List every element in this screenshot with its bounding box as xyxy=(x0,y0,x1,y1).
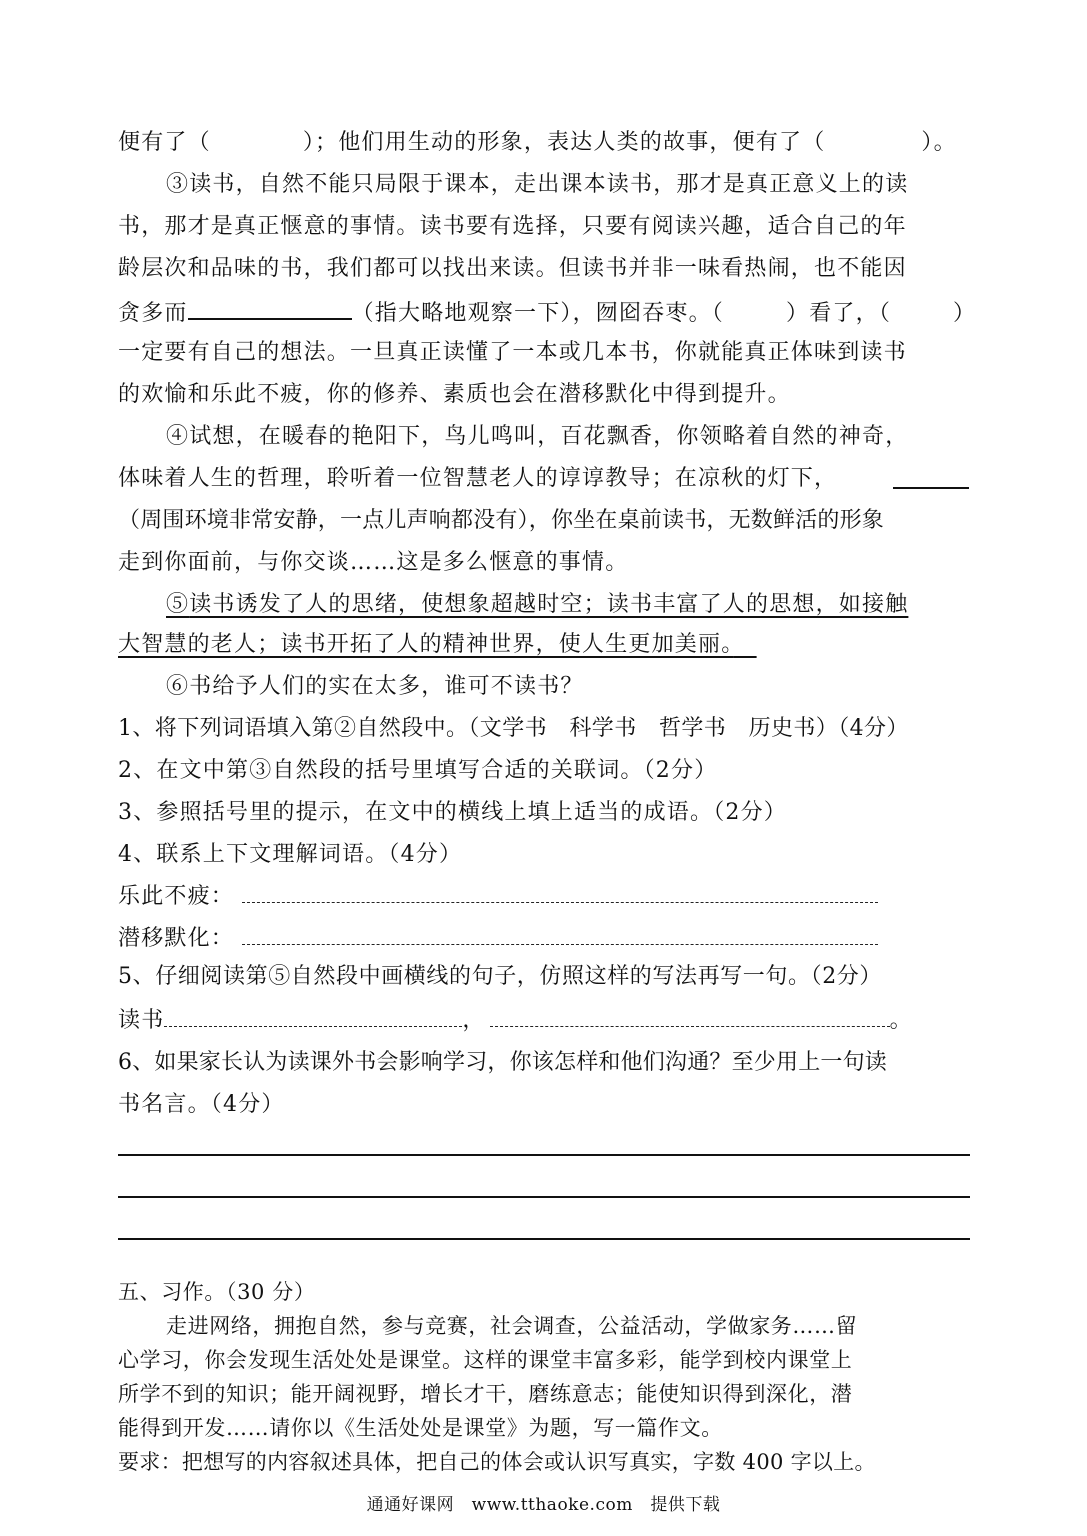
q5-answer-row xyxy=(118,1006,970,1036)
writing-line[interactable] xyxy=(118,1154,970,1156)
writing-line[interactable] xyxy=(118,1196,970,1198)
q5-comma: ， xyxy=(462,1008,486,1033)
answer-line[interactable] xyxy=(164,1006,462,1027)
writing-line[interactable] xyxy=(118,1238,970,1240)
para5-underlined-sentence: 读书诱发了人的思绪，使想象超越时空；读书丰富了人的思想，如接触 xyxy=(189,592,909,617)
para3-text: ）看了，（ xyxy=(786,301,892,326)
question-4: 4、联系上下文理解词语。（4分） xyxy=(118,842,463,867)
question-2: 2、在文中第③自然段的括号里填写合适的关联词。（2分） xyxy=(118,758,718,783)
para5-number: ⑤ xyxy=(166,592,190,617)
para4-line-2 xyxy=(118,464,970,494)
para4-line-3: （周围环境非常安静，一点儿声响都没有），你坐在桌前读书，无数鲜活的形象 xyxy=(118,508,885,533)
page-footer: 通通好课网 www.tthaoke.com 提供下载 xyxy=(366,1495,721,1515)
para6-line: ⑥书给予人们的实在太多，谁可不读书？ xyxy=(166,674,584,699)
para2-text-b: ）；他们用生动的形象，表达人类的故事，便有了（ xyxy=(302,130,826,155)
q5-period: 。 xyxy=(889,1008,913,1033)
para3-line-2: 书，那才是真正惬意的事情。读书要有选择，只要有阅读兴趣，适合自己的年 xyxy=(118,214,907,239)
para5-underlined-sentence: 大智慧的老人；读书开拓了人的精神世界，使人生更加美丽。 xyxy=(118,632,734,657)
composition-requirements: 要求：把想写的内容叙述具体，把自己的体会或认识写真实，字数 400 字以上。 xyxy=(118,1450,876,1474)
para5-line-2 xyxy=(118,630,970,660)
para3-line-4 xyxy=(118,296,977,326)
para2-text-a: 便有了（ xyxy=(118,130,211,155)
answer-line[interactable] xyxy=(242,882,878,903)
q4-item-2 xyxy=(118,924,970,954)
question-3: 3、参照括号里的提示，在文中的横线上填上适当的成语。（2分） xyxy=(118,800,787,825)
para3-text: （指大略地观察一下），囫囵吞枣。（ xyxy=(351,301,725,326)
para4-text: 体味着人生的哲理，聆听着一位智慧老人的谆谆教导；在凉秋的灯下， xyxy=(118,466,838,491)
question-5: 5、仔细阅读第⑤自然段中画横线的句子，仿照这样的写法再写一句。（2分） xyxy=(118,964,882,989)
para2-text-c: ）。 xyxy=(921,130,957,155)
para3-line-6: 的欢愉和乐此不疲，你的修养、素质也会在潜移默化中得到提升。 xyxy=(118,382,791,407)
composition-line-4: 能得到开发……请你以《生活处处是课堂》为题，写一篇作文。 xyxy=(118,1416,723,1440)
para5-line-1 xyxy=(166,590,970,620)
para3-text: ） xyxy=(953,301,977,326)
idiom-blank[interactable] xyxy=(893,487,969,489)
para3-line-5: 一定要有自己的想法。一旦真正读懂了一本或几本书，你就能真正体味到读书 xyxy=(118,340,907,365)
para4-line-4: 走到你面前，与你交谈……这是多么惬意的事情。 xyxy=(118,550,629,575)
question-6-line-1: 6、如果家长认为读课外书会影响学习，你该怎样和他们沟通？至少用上一句读 xyxy=(118,1050,887,1075)
para3-line-1: ③读书，自然不能只局限于课本，走出课本读书，那才是真正意义上的读 xyxy=(166,172,909,197)
q4-term-label: 潜移默化： xyxy=(118,926,235,951)
para3-line-3: 龄层次和品味的书，我们都可以找出来读。但读书并非一味看热闹，也不能因 xyxy=(118,256,907,281)
composition-line-1: 走进网络，拥抱自然，参与竞赛，社会调查，公益活动，学做家务……留 xyxy=(166,1314,858,1338)
composition-line-2: 心学习，你会发现生活处处是课堂。这样的课堂丰富多彩，能学到校内课堂上 xyxy=(118,1348,853,1372)
para4-line-1: ④试想，在暖春的艳阳下，鸟儿鸣叫，百花飘香，你领略着自然的神奇， xyxy=(166,424,909,449)
q4-item-1 xyxy=(118,882,970,912)
para2-tail-line xyxy=(118,128,970,158)
composition-line-3: 所学不到的知识；能开阔视野，增长才干，磨练意志；能使知识得到深化，潜 xyxy=(118,1382,853,1406)
question-1: 1、将下列词语填入第②自然段中。（文学书 科学书 哲学书 历史书）（4分） xyxy=(118,716,909,741)
para3-text: 贪多而 xyxy=(118,301,188,326)
composition-title: 五、习作。（30 分） xyxy=(118,1280,316,1304)
q5-prefix: 读书 xyxy=(118,1008,165,1033)
idiom-blank[interactable] xyxy=(188,296,352,320)
q4-term-label: 乐此不疲： xyxy=(118,884,235,909)
answer-line[interactable] xyxy=(242,924,878,945)
question-6-line-2: 书名言。（4分） xyxy=(118,1092,285,1117)
answer-line[interactable] xyxy=(490,1006,890,1027)
